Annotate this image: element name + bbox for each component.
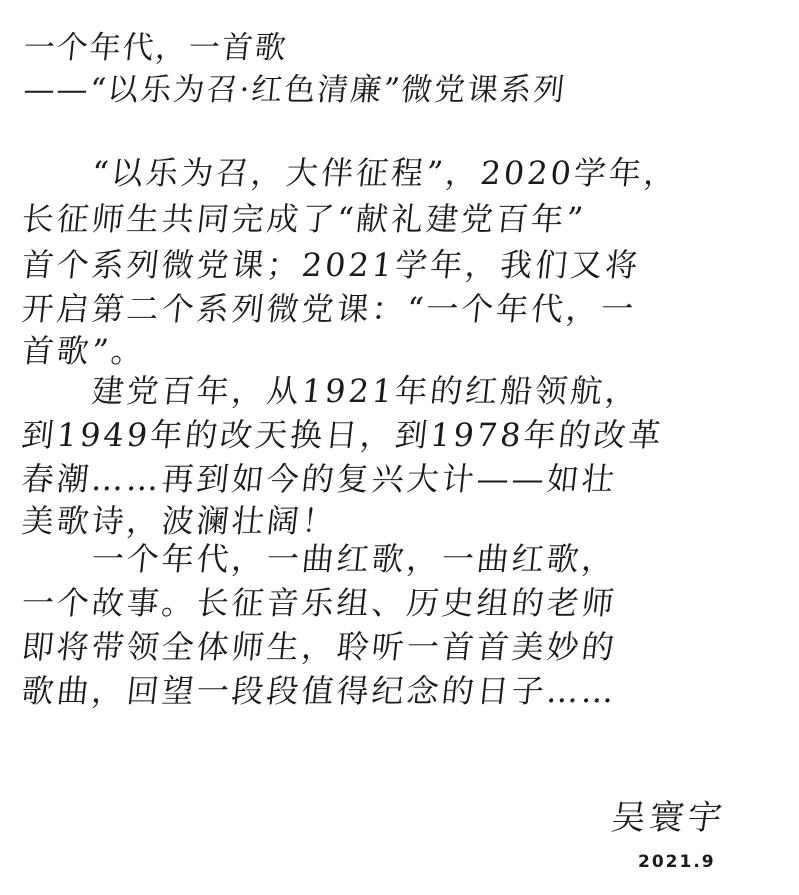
signature: 吴寰宇 — [608, 798, 729, 838]
paragraph-1-line-4: 开启第二个系列微党课：“一个年代，一 — [19, 290, 639, 328]
paragraph-3-line-3: 即将带领全体师生，聆听一首首美妙的 — [19, 628, 619, 666]
paragraph-1-line-3: 首个系列微党课；2021学年，我们又将 — [19, 246, 643, 284]
paragraph-1-line-1: “以乐为召，大伴征程”，2020学年， — [19, 154, 681, 192]
paragraph-3-line-4: 歌曲，回望一段段值得纪念的日子…… — [19, 672, 619, 710]
paragraph-3-line-1: 一个年代，一曲红歌，一曲红歌， — [19, 540, 619, 578]
paragraph-2-line-3: 春潮……再到如今的复兴大计——如壮 — [19, 460, 619, 498]
paragraph-1-line-2: 长征师生共同完成了“献礼建党百年” — [19, 200, 588, 238]
paragraph-3-line-2: 一个故事。长征音乐组、历史组的老师 — [19, 584, 619, 622]
letter-subtitle: ——“以乐为召·红色清廉”微党课系列 — [21, 72, 569, 108]
letter-title: 一个年代，一首歌 — [21, 30, 290, 66]
paragraph-2-line-1: 建党百年，从1921年的红船领航， — [19, 372, 643, 410]
paragraph-1-line-5: 首歌”。 — [19, 332, 149, 370]
paragraph-2-line-4: 美歌诗，波澜壮阔！ — [19, 502, 339, 540]
paragraph-2-line-2: 到1949年的改天换日，到1978年的改革 — [19, 416, 666, 454]
date: 2021.9 — [638, 852, 716, 872]
